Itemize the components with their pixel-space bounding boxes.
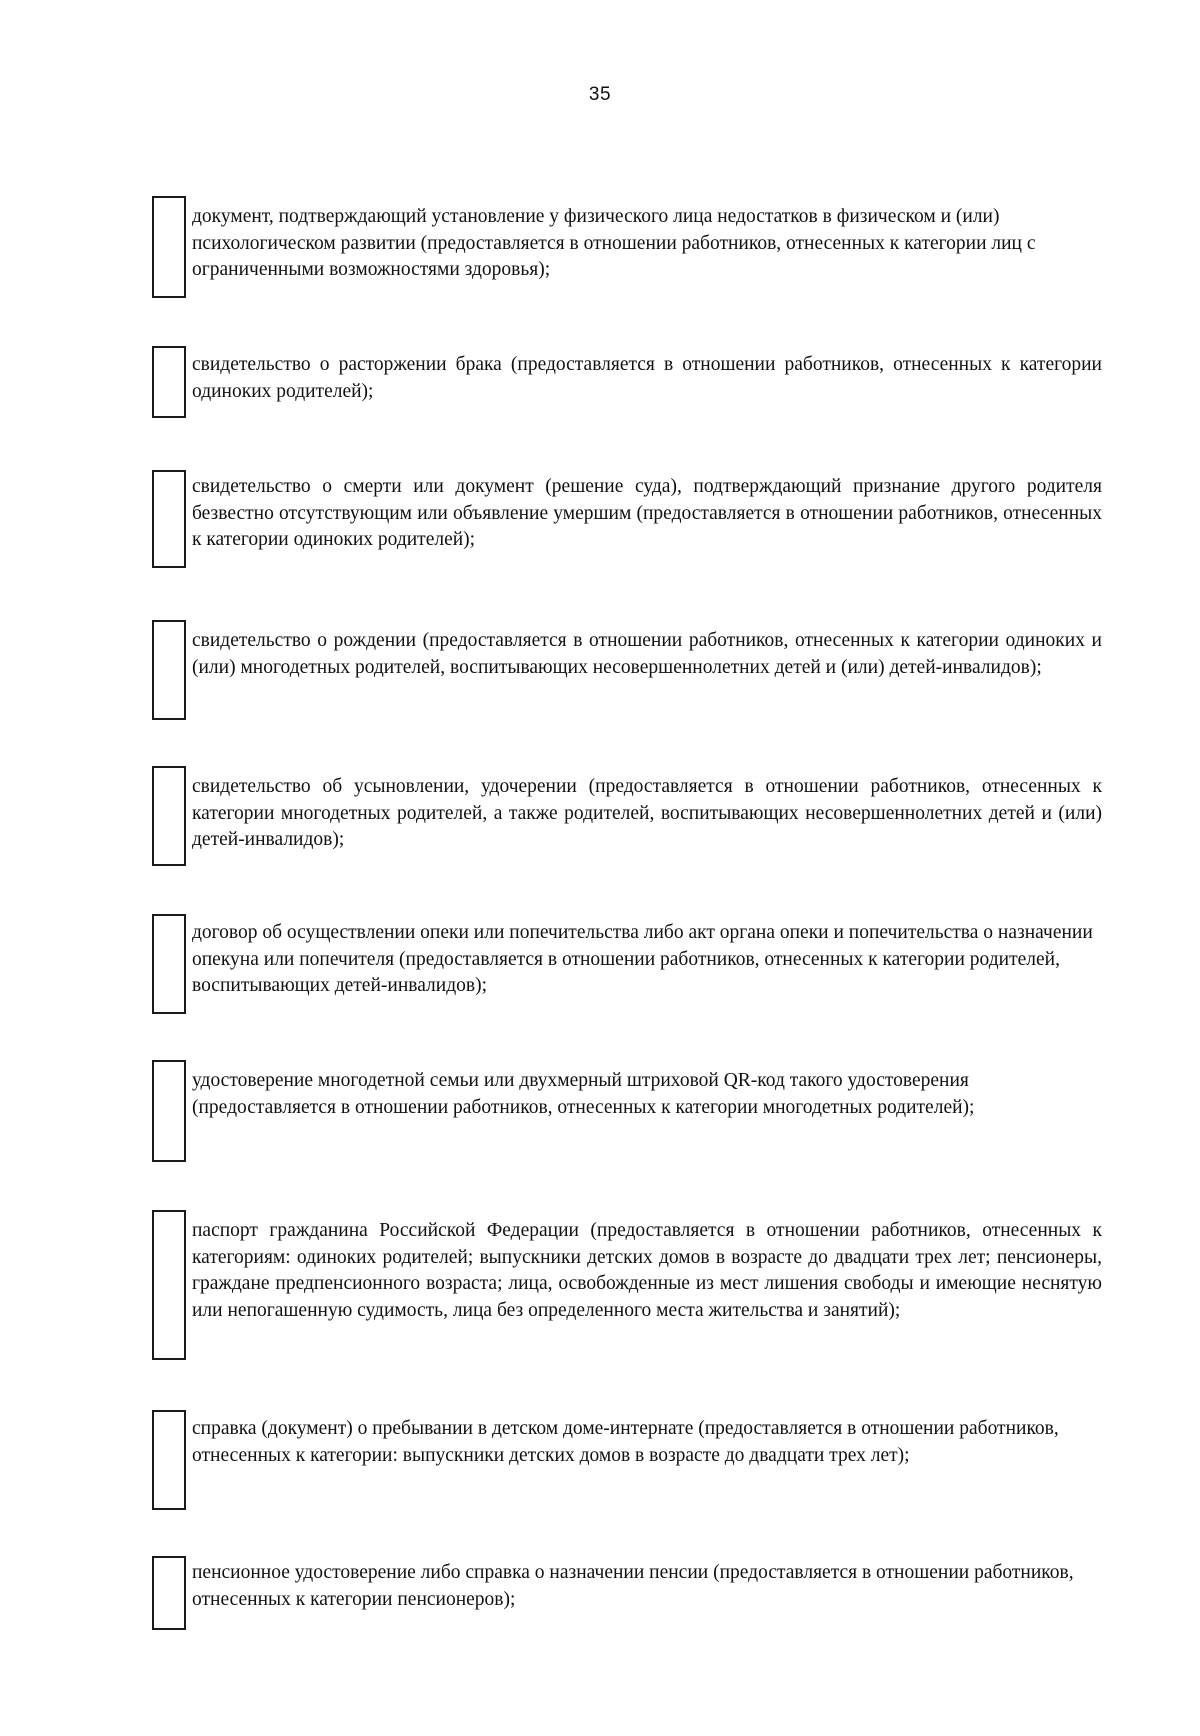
checkbox[interactable] xyxy=(152,470,186,568)
item-text: свидетельство о рождении (предоставляется в отношении работников, отнесенных к категории одиноких и (или) многодетных родителей, воспитывающих несовершеннолетних детей и (или) детей-инвалидов); xyxy=(192,630,1102,678)
checkbox[interactable] xyxy=(152,346,186,418)
item-text: свидетельство о расторжении брака (предоставляется в отношении работников, отнесенных к категории одиноких родителей); xyxy=(192,354,1102,402)
checkbox[interactable] xyxy=(152,196,186,298)
item-text: паспорт гражданина Российской Федерации (предоставляется в отношении работников, отнесенных к категориям: одиноких родителей; выпускники детских домов в возрасте до двадцати трех лет; пенсионеры, граждане предпенсионного возраста; лица, освобожденные из мест лишения свободы и имеющие неснятую или непогашенную судимость, лица без определенного места жительства и занятий); xyxy=(192,1220,1102,1321)
item-text: свидетельство об усыновлении, удочерении (предоставляется в отношении работников, отнесенных к категории многодетных родителей, а также родителей, воспитывающих несовершеннолетних детей и (или) детей-инвалидов); xyxy=(192,776,1102,850)
item-text: пенсионное удостоверение либо справка о назначении пенсии (предоставляется в отношении работников, отнесенных к категории пенсионеров); xyxy=(192,1562,1074,1610)
checkbox[interactable] xyxy=(152,1060,186,1162)
item-text: договор об осуществлении опеки или попечительства либо акт органа опеки и попечительства о назначении опекуна или попечителя (предоставляется в отношении работников, отнесенных к категории родителей, воспитывающих детей-инвалидов); xyxy=(192,922,1093,996)
checkbox[interactable] xyxy=(152,766,186,866)
checkbox[interactable] xyxy=(152,1410,186,1510)
checkbox[interactable] xyxy=(152,914,186,1014)
checkbox[interactable] xyxy=(152,1556,186,1630)
checkbox[interactable] xyxy=(152,620,186,720)
item-text: свидетельство о смерти или документ (решение суда), подтверждающий признание другого родителя безвестно отсутствующим или объявление умершим (предоставляется в отношении работников, отнесенных к категории одиноких родителей); xyxy=(192,476,1102,550)
item-text: справка (документ) о пребывании в детском доме-интернате (предоставляется в отношении работников, отнесенных к категории: выпускники детских домов в возрасте до двадцати трех лет); xyxy=(192,1418,1059,1466)
checkbox[interactable] xyxy=(152,1210,186,1360)
item-text: удостоверение многодетной семьи или двухмерный штриховой QR-код такого удостоверения (предоставляется в отношении работников, отнесенных к категории многодетных родителей); xyxy=(192,1070,975,1118)
item-text: документ, подтверждающий установление у физического лица недостатков в физическом и (или) психологическом развитии (предоставляется в отношении работников, отнесенных к категории лиц с ограниченными возможностями здоровья); xyxy=(192,206,1036,280)
page-number: 35 xyxy=(588,84,612,105)
